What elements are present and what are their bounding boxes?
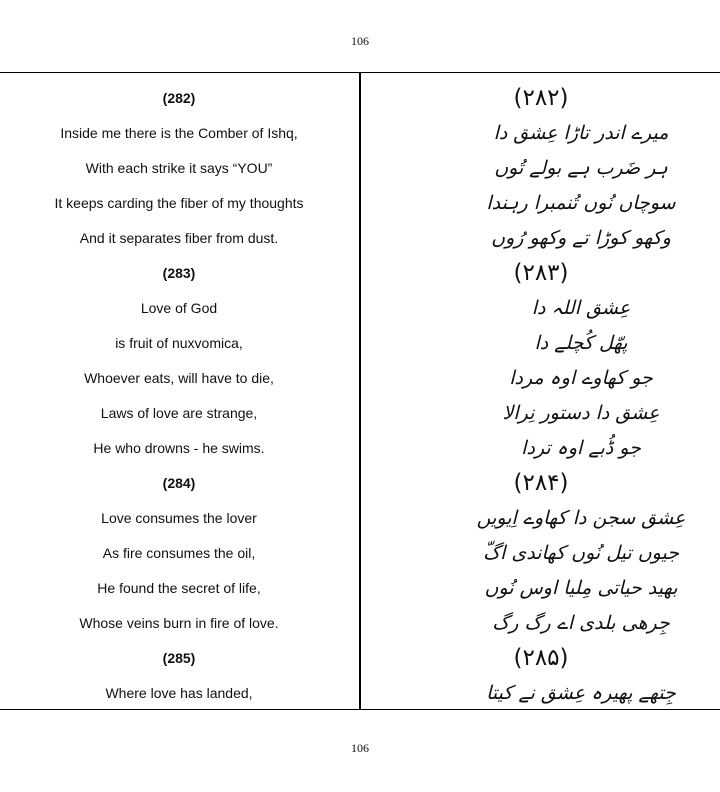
page-number-bottom: 106: [351, 741, 369, 755]
urdu-verse-line: جیوں تیل نُوں کھاندی اگّ: [483, 541, 679, 564]
english-verse-line: With each strike it says “YOU”: [85, 159, 273, 176]
english-verse-line: Whoever eats, will have to die,: [84, 369, 274, 386]
english-verse-number: (282): [162, 89, 196, 106]
urdu-column: [362, 73, 720, 709]
urdu-verse-line: بھید حیاتی مِلیا اوس نُوں: [484, 576, 678, 599]
page-number-top: 106: [351, 34, 369, 48]
urdu-verse-line: جو ڈُبے اوہ تردا: [521, 436, 641, 459]
urdu-verse-line: وکھو کوڑا تے وکھو رُوں: [491, 226, 671, 249]
english-verse-line: Whose veins burn in fire of love.: [79, 614, 279, 631]
english-verse-line: It keeps carding the fiber of my thoughts: [54, 194, 304, 211]
urdu-verse-line: جِرھی بلدی اے رگ رگ: [492, 611, 670, 634]
urdu-verse-line: عِشق دا دستور نِرالا: [502, 401, 660, 424]
urdu-verse-line: عِشق اللہ دا: [531, 296, 631, 319]
urdu-verse-number: (۲۸۵): [513, 644, 569, 671]
english-verse-line: And it separates fiber from dust.: [79, 229, 279, 246]
english-column: [0, 73, 358, 709]
urdu-verse-number: (۲۸۴): [513, 469, 569, 496]
english-verse-line: Inside me there is the Comber of Ishq,: [60, 124, 298, 141]
english-verse-number: (284): [162, 474, 196, 491]
urdu-verse-number: (۲۸۲): [513, 84, 569, 111]
english-verse-number: (283): [162, 264, 196, 281]
urdu-verse-line: جو کھاوے اوہ مردا: [509, 366, 653, 389]
column-divider: [359, 73, 361, 709]
urdu-verse-number: (۲۸۳): [513, 259, 569, 286]
urdu-verse-line: جِتھے پھیرہ عِشق نے کیتا: [486, 681, 676, 704]
english-verse-number: (285): [162, 649, 196, 666]
english-verse-line: Laws of love are strange,: [100, 404, 258, 421]
english-verse-line: As fire consumes the oil,: [102, 544, 256, 561]
urdu-verse-line: پھّل کُچلے دا: [534, 331, 628, 354]
urdu-verse-line: میرے اندر تاڑا عِشق دا: [493, 121, 669, 144]
english-verse-line: is fruit of nuxvomica,: [115, 334, 243, 351]
english-verse-line: Where love has landed,: [105, 684, 253, 701]
english-verse-line: Love consumes the lover: [101, 509, 257, 526]
urdu-verse-line: سوچاں نُوں تُنمبرا رہندا: [486, 191, 676, 214]
english-verse-line: Love of God: [140, 299, 218, 316]
english-verse-line: He found the secret of life,: [97, 579, 261, 596]
english-verse-line: He who drowns - he swims.: [93, 439, 265, 456]
translation-table: [0, 72, 720, 710]
urdu-verse-line: عِشق سجن دا کھاوے اِیویں: [476, 506, 686, 529]
urdu-verse-line: ہر ضَرب ہے بولے تُوں: [494, 156, 668, 179]
